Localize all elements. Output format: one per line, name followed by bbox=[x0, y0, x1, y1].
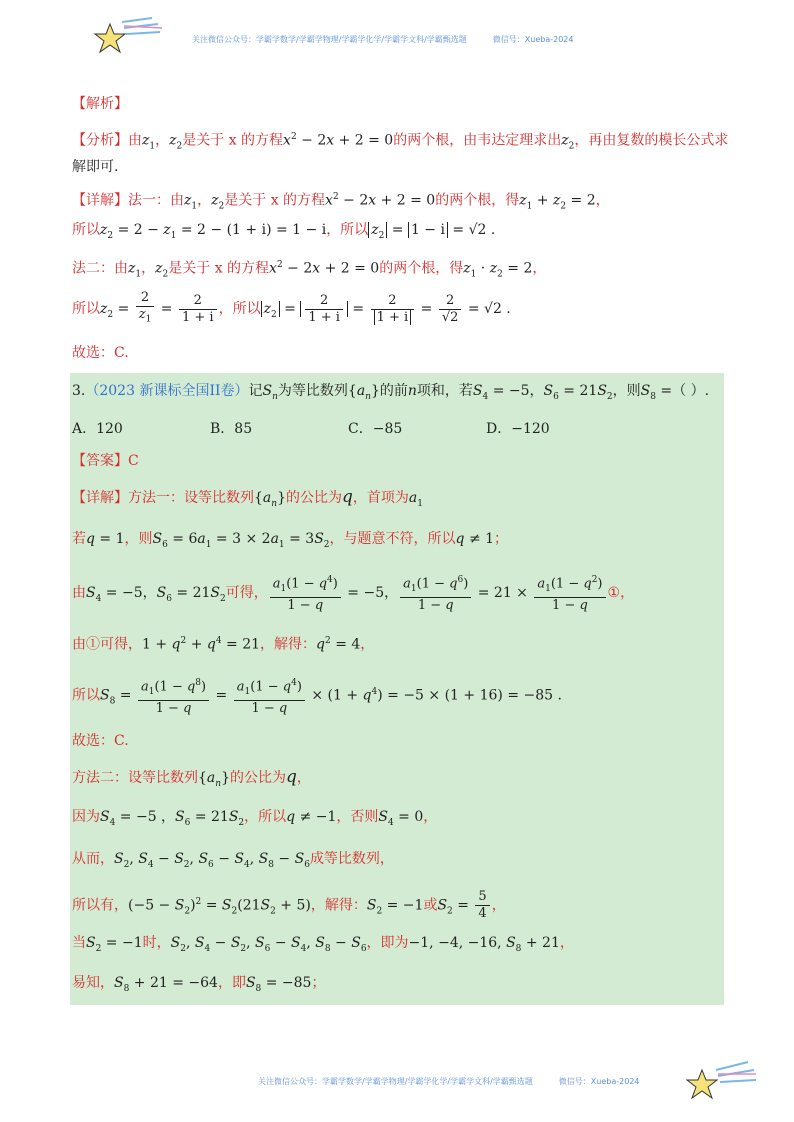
q2-analysis-line1: 【分析】由$z_1$，$z_2$是关于 x 的方程$x^2 - 2x + 2 = 0$的两个根，由韦达定理求出$z_2$，再由复数的模长公式求 bbox=[72, 132, 729, 152]
q3-method2-line3: 从而，$S_2$, $S_4 - S_2$, $S_6 - S_4$, $S_8 - S_6$成等比数列， bbox=[72, 851, 394, 870]
jiexi-tag: 【解析】 bbox=[72, 96, 128, 112]
option-d[interactable]: D．−120 bbox=[486, 421, 550, 437]
q2-method2-line2: 所以$z_2$ = $\frac{2}{z_1}$ = $\frac{2}{1 + i}$ ，所以 $z_2$ = $\frac{2}{1 + i}$ = $\frac{2}{1 + i}$ = $\frac{2}{√2}$ = √2 . bbox=[72, 290, 511, 325]
q3-detail-line2: 若q = 1，则$S_6 = 6a_1 = 3 \times 2a_1 = 3S_2$，与题意不符，所以q ≠ 1； bbox=[72, 531, 509, 550]
shooting-star-icon bbox=[92, 16, 164, 60]
q3-detail-line1: 【详解】方法一：设等比数列$\{a_n\}$的公比为q，首项为$a_1$ bbox=[72, 487, 423, 509]
q2-detail-line2: 所以$z_2 = 2 - z_1 = 2 - (1 + i) = 1 - i$，所以 $z_2 = 1 - i = √2$ . bbox=[72, 222, 496, 241]
footer-text bbox=[258, 1076, 639, 1087]
q3-conclusion-1: 故选：C. bbox=[72, 733, 129, 749]
option-a[interactable]: A．120 bbox=[72, 421, 123, 437]
shooting-star-icon bbox=[686, 1058, 758, 1102]
q3-detail-line5: 所以$S_8$ = $\frac{a_1(1 - q^8)}{1 - q}$ = $\frac{a_1(1 - q^4)}{1 - q}$ × $(1 + q^4) = -5 \times (1 + 16) = -85$ . bbox=[72, 672, 562, 721]
q3-method2-line5: 当$S_2 = -1$时，$S_2$, $S_4 - S_2$, $S_6 - S_4$, $S_8 - S_6$，即为−1, −4, −16, $S_8 + 21$， bbox=[72, 935, 574, 954]
footer-subscribe-text: 关注微信公众号：学霸学数学/学霸学物理/学霸学化学/学霸学文科/学霸甄选题 bbox=[258, 1077, 533, 1086]
q3-method2-line6: 易知，$S_8 + 21 = -64$，即$S_8 = -85$； bbox=[72, 975, 326, 994]
q3-method2-line4: 所以有，$(-5 - S_2)^2 = S_2(21S_2 + 5)$，解得：$S_2 = -1$或$S_2$ = $\frac{5}{4}$ ， bbox=[72, 889, 506, 922]
footer-wechat: 微信号：Xueba-2024 bbox=[558, 1077, 640, 1086]
option-c[interactable]: C．−85 bbox=[348, 421, 403, 437]
header-wechat: 微信号：Xueba-2024 bbox=[492, 35, 574, 44]
q3-method2-line2: 因为$S_4 = -5$ ，$S_6 = 21S_2$，所以q ≠ −1，否则$S_4 = 0$， bbox=[72, 809, 438, 828]
q3-detail-line3: 由$S_4 = -5$，$S_6 = 21S_2$可得， $\frac{a_1(1 - q^4)}{1 - q}$ = −5， $\frac{a_1(1 - q^6)}{1 - q}$ = 21 × $\frac{a_1(1 - q^2)}{1 - q}$ ①， bbox=[72, 572, 634, 619]
q3-detail-line4: 由①可得，$1 + q^2 + q^4 = 21$，解得：$q^2 = 4$， bbox=[72, 636, 375, 653]
q3-method2-line1: 方法二：设等比数列$\{a_n\}$的公比为q， bbox=[72, 767, 311, 789]
header-subscribe-text: 关注微信公众号：学霸学数学/学霸学物理/学霸学化学/学霸学文科/学霸甄选题 bbox=[192, 35, 467, 44]
option-b[interactable]: B．85 bbox=[210, 421, 253, 437]
q3-answer: 【答案】C bbox=[72, 453, 139, 469]
q2-method2-line1: 法二：由$z_1$，$z_2$是关于 x 的方程$x^2 - 2x + 2 = 0$的两个根，得$z_1 \cdot z_2 = 2$， bbox=[72, 260, 547, 280]
q2-conclusion: 故选：C. bbox=[72, 345, 129, 361]
q2-analysis-line2: 解即可. bbox=[72, 159, 119, 175]
q3-stem: 3.（2023 新课标全国II卷）记$S_n$为等比数列$\{a_n\}$的前n项和，若$S_4 = -5$，$S_6 = 21S_2$，则$S_8$ =（ ）. bbox=[72, 383, 710, 402]
q2-detail-line1: 【详解】法一：由$z_1$，$z_2$是关于 x 的方程$x^2 - 2x + 2 = 0$的两个根，得$z_1 + z_2 = 2$， bbox=[72, 192, 610, 212]
page-header bbox=[0, 0, 794, 70]
header-text bbox=[192, 34, 573, 45]
